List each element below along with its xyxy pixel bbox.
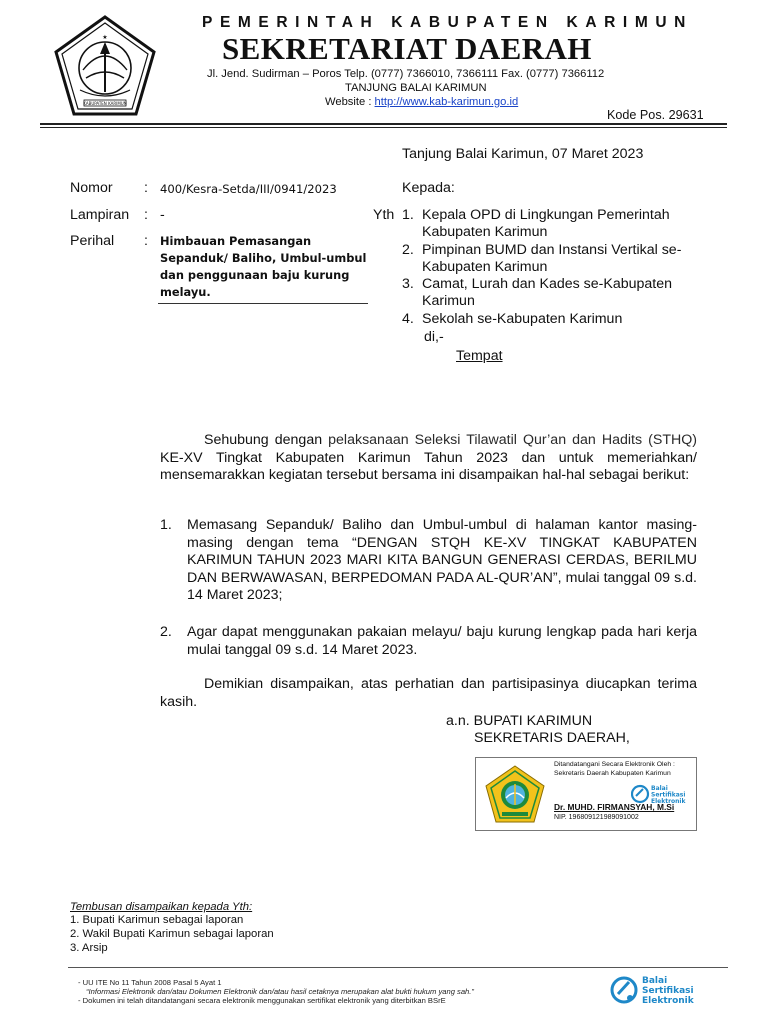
kabupaten-karimun-logo-icon	[50, 14, 160, 122]
perihal-value: Himbauan Pemasangan Sepanduk/ Baliho, Umbul-umbul dan penggunaan baju kurung melayu.	[160, 234, 367, 299]
website-line	[325, 96, 518, 108]
signatory-name: Dr. MUHD. FIRMANSYAH, M.Si	[554, 802, 675, 812]
signatory-title: SEKRETARIS DAERAH,	[474, 730, 630, 746]
closing-paragraph: Demikian disampaikan, atas perhatian dan partisipasinya diucapkan terima kasih.	[160, 676, 697, 710]
opening-text-c: KE-XV Tingkat Kabupaten Karimun Tahun 2023 dan untuk memeriahkan/ mensemarakkan kegiatan tersebut bersama ini disampaikan hal-hal sebagai berikut:	[160, 449, 697, 483]
recipient-text: Kepala OPD di Lingkungan Pemerintah Kabupaten Karimun	[422, 207, 670, 241]
opening-text-event: pelaksanaan Seleksi Tilawatil Qur’an dan Hadits (STHQ)	[328, 432, 697, 448]
esign-note-signed-by: Ditandatangani Secara Elektronik Oleh :	[554, 761, 675, 768]
header-divider-thin	[40, 127, 727, 128]
nomor-label: Nomor	[70, 180, 113, 196]
office-address: Jl. Jend. Sudirman – Poros Telp. (0777) 7366010, 7366111 Fax. (0777) 7366112	[207, 68, 605, 80]
instruction-number: 1.	[160, 517, 172, 533]
bsre-footer-text-1: Balai	[642, 976, 668, 986]
instruction-number: 2.	[160, 624, 172, 640]
recipient-text: Pimpinan BUMD dan Instansi Vertikal se-Kabupaten Karimun	[422, 241, 682, 275]
instruction-text: Agar dapat menggunakan pakaian melayu/ baju kurung lengkap pada hari kerja mulai tanggal 09 s.d. 14 Maret 2023.	[187, 624, 697, 658]
lampiran-label: Lampiran	[70, 207, 130, 223]
website-label: Website :	[325, 96, 375, 108]
government-name: PEMERINTAH KABUPATEN KARIMUN	[202, 14, 693, 31]
header-divider-thick	[40, 123, 727, 125]
footer-divider	[68, 967, 728, 968]
footer-law-quote: “Informasi Elektronik dan/atau Dokumen Elektronik dan/atau hasil cetaknya merupakan alat bukti hukum yang sah.”	[86, 987, 474, 996]
perihal-underline	[158, 303, 368, 304]
cc-item: 3. Arsip	[70, 942, 108, 954]
department-name: SEKRETARIAT DAERAH	[222, 31, 592, 66]
recipient-num: 4.	[402, 310, 414, 327]
footer-law-reference: - UU ITE No 11 Tahun 2008 Pasal 5 Ayat 1	[78, 978, 222, 987]
electronic-signature-box	[475, 757, 697, 831]
recipient-text: Sekolah se-Kabupaten Karimun	[422, 310, 623, 327]
instruction-item	[160, 517, 697, 605]
cc-item: 1. Bupati Karimun sebagai laporan	[70, 914, 244, 926]
recipient-item	[402, 311, 722, 328]
opening-text-a: Sehubung dengan	[204, 432, 329, 448]
di-label: di,-	[424, 329, 444, 345]
bsre-footer-logo-icon	[610, 972, 710, 1008]
instruction-text: Memasang Sepanduk/ Baliho dan Umbul-umbul di halaman kantor masing-masing dengan tema “DENGAN STQH KE-XV TINGKAT KABUPATEN KARIMUN TAHUN 2023 MARI KITA BANGUN GENERASI CERDAS, BERILMU DAN BERWAWASAN, BERPEDOMAN PADA AL-QUR’AN”, mulai tanggal 09 s.d. 14 Maret 2023;	[187, 517, 697, 603]
cc-title: Tembusan disampaikan kepada Yth:	[70, 901, 253, 913]
recipient-item	[402, 276, 722, 311]
bsre-text-2: Sertifikasi	[651, 791, 686, 799]
tempat-label: Tempat	[456, 348, 503, 364]
instruction-item	[160, 624, 697, 659]
recipient-list	[402, 207, 722, 328]
kepada-label: Kepada:	[402, 180, 455, 196]
nomor-value: 400/Kesra-Setda/III/0941/2023	[160, 182, 337, 196]
esign-note-office: Sekretaris Daerah Kabupaten Karimun	[554, 770, 671, 777]
signatory-nip: NIP. 196809121989091002	[554, 814, 639, 821]
recipient-item	[402, 207, 722, 242]
recipient-text: Camat, Lurah dan Kades se-Kabupaten Karimun	[422, 276, 673, 310]
recipient-item	[402, 242, 722, 277]
cc-item: 2. Wakil Bupati Karimun sebagai laporan	[70, 928, 274, 940]
website-link[interactable]: http://www.kab-karimun.go.id	[374, 96, 519, 108]
logo-caption: KABUPATEN KARIMUN	[83, 101, 127, 106]
karimun-seal-icon	[484, 764, 546, 824]
svg-text:★: ★	[102, 34, 108, 41]
recipient-num: 2.	[402, 241, 414, 258]
recipient-num: 1.	[402, 207, 414, 223]
postal-code: Kode Pos. 29631	[607, 108, 704, 122]
perihal-label: Perihal	[70, 233, 115, 249]
perihal-colon: :	[144, 233, 148, 249]
recipient-num: 3.	[402, 276, 414, 293]
bsre-text-3: Elektronik	[651, 798, 686, 805]
lampiran-value: -	[160, 207, 165, 223]
bsre-footer-text-3: Elektronik	[642, 996, 694, 1006]
place-date: Tanjung Balai Karimun, 07 Maret 2023	[402, 146, 644, 162]
bsre-text-1: Balai	[651, 785, 668, 792]
signatory-on-behalf: a.n. BUPATI KARIMUN	[446, 713, 593, 729]
footer-esign-note: - Dokumen ini telah ditandatangani secara elektronik menggunakan sertifikat elektronik yang diterbitkan BSrE	[78, 996, 446, 1005]
yth-label: Yth	[373, 207, 395, 223]
bsre-footer-text-2: Sertifikasi	[642, 986, 694, 996]
opening-paragraph	[160, 432, 697, 485]
nomor-colon: :	[144, 180, 148, 196]
office-town: TANJUNG BALAI KARIMUN	[345, 82, 487, 94]
lampiran-colon: :	[144, 207, 148, 223]
